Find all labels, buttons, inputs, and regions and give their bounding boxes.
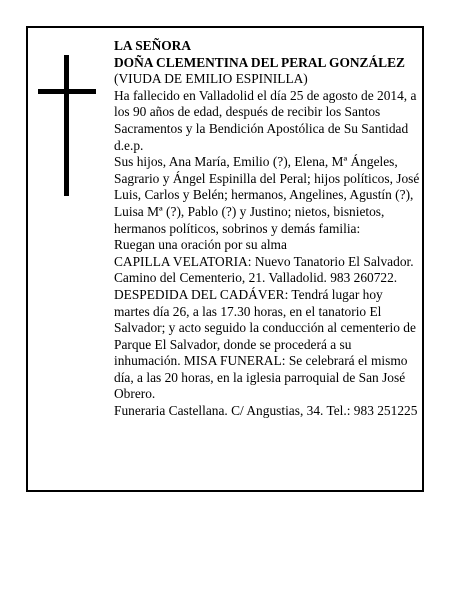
cross-vertical-bar <box>64 55 69 196</box>
rip-line: d.e.p. <box>114 137 144 153</box>
widow-of-line: (VIUDA DE EMILIO ESPINILLA) <box>114 71 308 87</box>
cross-icon <box>38 55 96 196</box>
funeral-home-contact: Funeraria Castellana. C/ Angustias, 34. Tel.: 983 251225 <box>114 403 418 419</box>
obituary-text <box>114 38 420 420</box>
family-list: Sus hijos, Ana María, Emilio (?), Elena, Mª Ángeles, Sagrario y Ángel Espinilla del Peral; hijos políticos, José Luis, Carlos y Belén; hermanos, Angelines, Agustín (?), Luisa Mª (?), Pablo (?) y Justino; nietos, bisnietos, hermanos políticos, sobrinos y demás familia: <box>114 154 420 236</box>
funeral-arrangements: CAPILLA VELATORIA: Nuevo Tanatorio El Salvador. Camino del Cementerio, 21. Valladolid. 983 260722. DESPEDIDA DEL CADÁVER: Tendrá lugar hoy martes día 26, a las 17.30 horas, en el tanatorio El Salvador; y acto seguido la conducción al cementerio de Parque El Salvador, donde se procederá a su inhumación. MISA FUNERAL: Se celebrará el mismo día, a las 20 horas, en la iglesia parroquial de San José Obrero. <box>114 253 416 402</box>
cross-horizontal-bar <box>38 89 96 94</box>
prayer-request: Ruegan una oración por su alma <box>114 237 287 253</box>
death-announcement: Ha fallecido en Valladolid el día 25 de agosto de 2014, a los 90 años de edad, después de recibir los Santos Sacramentos y la Bendición Apostólica de Su Santidad <box>114 87 417 136</box>
title-line: LA SEÑORA <box>114 38 192 53</box>
deceased-name: DOÑA CLEMENTINA DEL PERAL GONZÁLEZ <box>114 54 405 70</box>
